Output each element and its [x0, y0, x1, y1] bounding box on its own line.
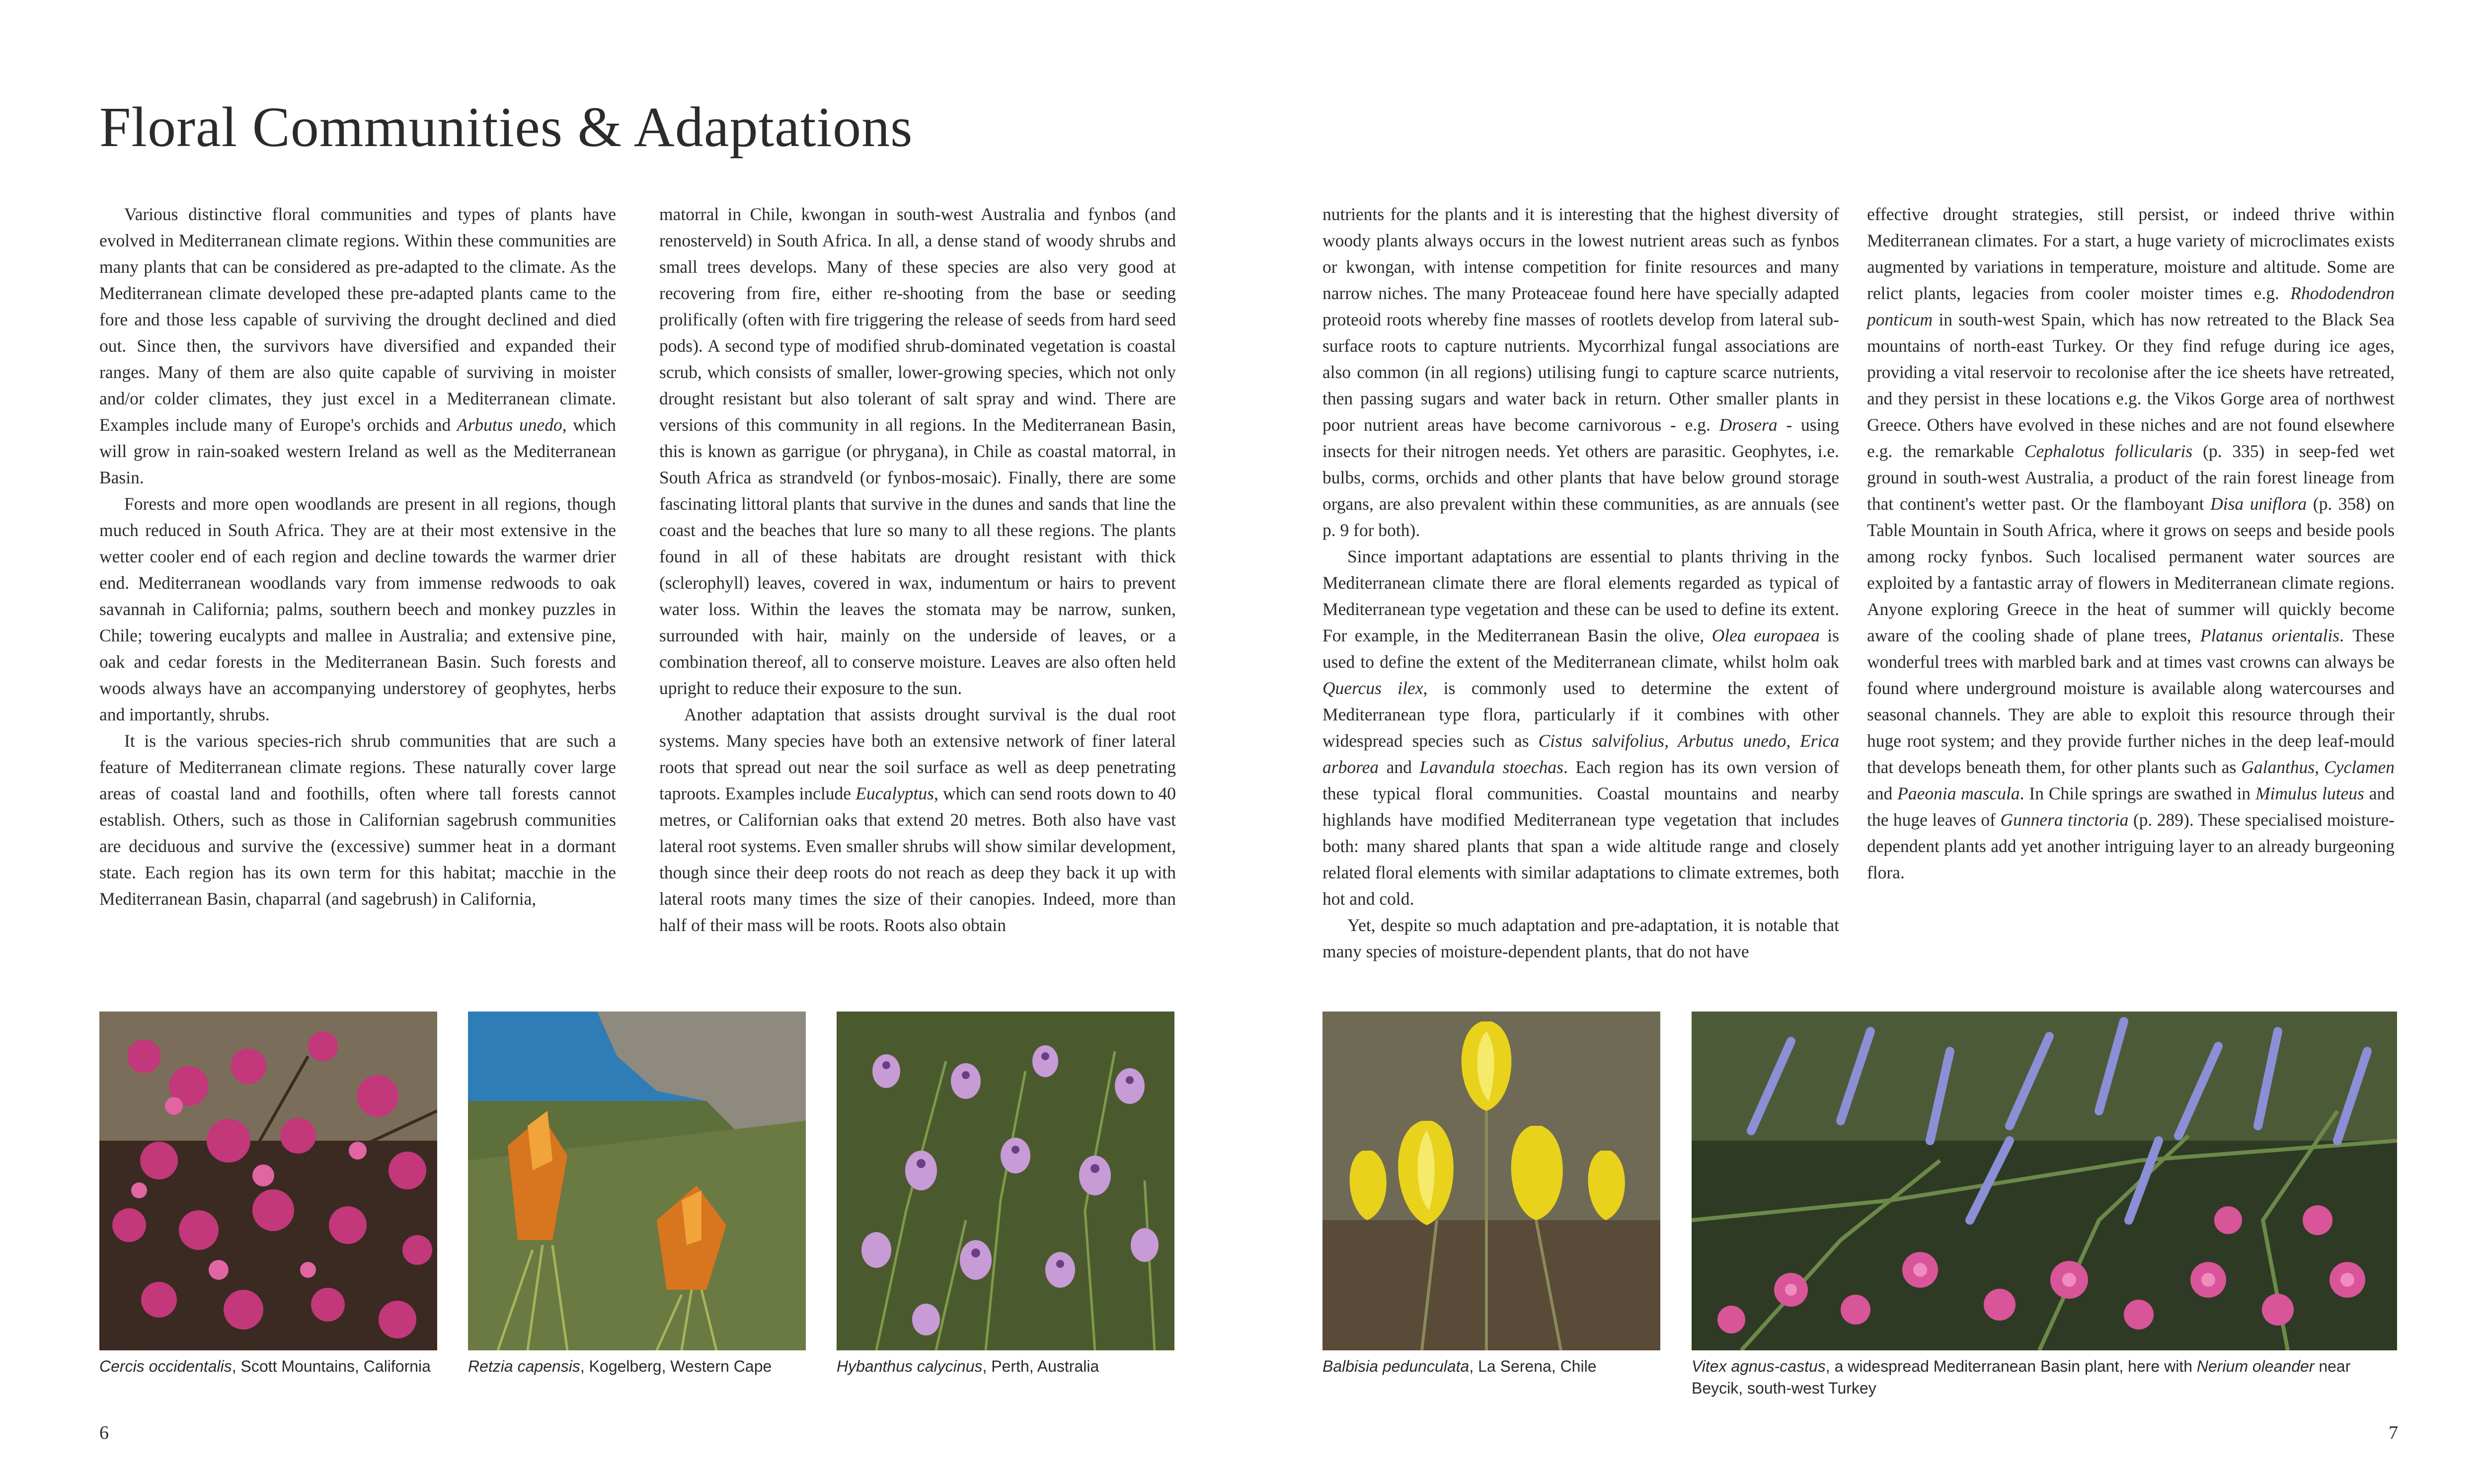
- paragraph: Yet, despite so much adaptation and pre-adaptation, it is notable that many species of moisture-dependent plants, that do not have: [1322, 915, 1839, 961]
- page-number-left: 6: [99, 1422, 109, 1443]
- photo-hybanthus-calycinus: [837, 1012, 1174, 1350]
- page-title: Floral Communities & Adaptations: [99, 95, 913, 158]
- paragraph: It is the various species-rich shrub communities that are such a feature of Mediterranean climate regions. These naturally cover large areas of coastal land and foothills, often where tall forests cannot establish. Others, such as those in Californian sagebrush communities are deciduous and survive the (excessive) summer heat in a dormant state. Each region has its own term for this habitat; macchie in the Mediterranean Basin, chaparral (and sagebrush) in California,: [99, 731, 616, 909]
- photo-caption: Cercis occidentalis, Scott Mountains, California: [99, 1357, 431, 1375]
- photo-retzia-capensis: [468, 1012, 806, 1350]
- photo-cercis-occidentalis: [99, 1012, 437, 1350]
- text-column-2: [659, 201, 1176, 938]
- paragraph: Various distinctive floral communities and types of plants have evolved in Mediterranean climate regions. Within these communities are many plants that can be considered as pre-adapted to the climate. As the Mediterranean climate developed these pre-adapted plants came to the fore and those less capable of surviving the drought declined and died out. Since then, the survivors have diversified and expanded their ranges. Many of them are also quite capable of surviving in moister and/or colder climates, they just excel in a Mediterranean climate. Examples include many of Europe's orchids and Arbutus unedo, which will grow in rain-soaked western Ireland as well as the Mediterranean Basin.: [99, 204, 616, 487]
- paragraph: matorral in Chile, kwongan in south-west Australia and fynbos (and renosterveld) in South Africa. In all, a dense stand of woody shrubs and small trees develops. Many of these species are also very good at recovering from fire, either re-shooting from the base or seeding prolifically (often with fire triggering the release of seeds from hard seed pods). A second type of modified shrub-dominated vegetation is coastal scrub, which consists of smaller, lower-growing species, which not only drought resistant but also tolerant of salt spray and wind. There are versions of this community in all regions. In the Mediterranean Basin, this is known as garrigue (or phrygana), in Chile as coastal matorral, in South Africa as strandveld (or fynbos-mosaic). Finally, there are some fascinating littoral plants that survive in the dunes and sands that line the coast and the beaches that lure so many to all these regions. The plants found in all of these habitats are drought resistant with thick (sclerophyll) leaves, covered in wax, indumentum or hairs to prevent water loss. Within the leaves the stomata may be narrow, sunken, surrounded with hair, mainly on the underside of leaves, or a combination thereof, all to conserve moisture. Leaves are also often held upright to reduce their exposure to the sun.: [659, 204, 1176, 698]
- text-column-3: [1322, 201, 1839, 965]
- text-column-1: [99, 201, 616, 912]
- text-column-4: [1867, 201, 2395, 886]
- photo-caption: Hybanthus calycinus, Perth, Australia: [837, 1357, 1099, 1375]
- paragraph: effective drought strategies, still persist, or indeed thrive within Mediterranean climates. For a start, a huge variety of microclimates exists augmented by variations in temperature, moisture and altitude. Some are relict plants, legacies from cooler moister times e.g. Rhododendron ponticum in south-west Spain, which has now retreated to the Black Sea mountains of north-east Turkey. Or they find refuge during ice ages, providing a vital reservoir to recolonise after the ice sheets have retreated, and they persist in these locations e.g. the Vikos Gorge area of northwest Greece. Others have evolved in these niches and are not found elsewhere e.g. the remarkable Cephalotus follicularis (p. 335) in seep-fed wet ground in south-west Australia, a product of the rain forest lineage from that continent's wetter past. Or the flamboyant Disa uniflora (p. 358) on Table Mountain in South Africa, where it grows on seeps and beside pools among rocky fynbos. Such localised permanent water sources are exploited by a fantastic array of flowers in Mediterranean climate regions. Anyone exploring Greece in the heat of summer will quickly become aware of the cooling shade of plane trees, Platanus orientalis. These wonderful trees with marbled bark and at times vast crowns can always be found where underground moisture is available along watercourses and seasonal channels. They are able to exploit this resource through their huge root system; and they provide further niches in the deep leaf-mould that develops beneath them, for other plants such as Galanthus, Cyclamen and Paeonia mascula. In Chile springs are swathed in Mimulus luteus and the huge leaves of Gunnera tinctoria (p. 289). These specialised moisture-dependent plants add yet another intriguing layer to an already burgeoning flora.: [1867, 204, 2395, 882]
- photo-caption: Balbisia pedunculata, La Serena, Chile: [1322, 1357, 1597, 1375]
- paragraph: Another adaptation that assists drought survival is the dual root systems. Many species have both an extensive network of finer lateral roots that spread out near the soil surface as well as deep penetrating taproots. Examples include Eucalyptus, which can send roots down to 40 metres, or Californian oaks that extend 20 metres. Both also have vast lateral root systems. Even smaller shrubs will show similar development, though since their deep roots do not reach as deep they back it up with lateral roots many times the size of their canopies. Indeed, more than half of their mass will be roots. Roots also obtain: [659, 704, 1176, 935]
- photo-caption: Retzia capensis, Kogelberg, Western Cape: [468, 1357, 772, 1375]
- photo-vitex-agnus-castus: [1692, 1012, 2397, 1350]
- paragraph: Since important adaptations are essential to plants thriving in the Mediterranean climate there are floral elements regarded as typical of Mediterranean type vegetation and these can be used to define its extent. For example, in the Mediterranean Basin the olive, Olea europaea is used to define the extent of the Mediterranean climate, whilst holm oak Quercus ilex, is commonly used to determine the extent of Mediterranean type flora, particularly if it combines with other widespread species such as Cistus salvifolius, Arbutus unedo, Erica arborea and Lavandula stoechas. Each region has its own version of these typical floral communities. Coastal mountains and nearby highlands have modified Mediterranean type vegetation that includes both: many shared plants that span a wide altitude range and closely related floral elements with similar adaptations to climate extremes, both hot and cold.: [1322, 547, 1840, 909]
- paragraph: Forests and more open woodlands are present in all regions, though much reduced in South Africa. They are at their most extensive in the wetter cooler end of each region and decline towards the warmer drier end. Mediterranean woodlands vary from immense redwoods to oak savannah in California; palms, southern beech and monkey puzzles in Chile; towering eucalypts and mallee in Australia; and extensive pine, oak and cedar forests in the Mediterranean Basin. Such forests and woods always have an accompanying understorey of geophytes, herbs and importantly, shrubs.: [99, 494, 616, 724]
- photo-balbisia-pedunculata: [1322, 1012, 1660, 1350]
- page-number-right: 7: [2389, 1422, 2398, 1443]
- photo-caption: Vitex agnus-castus, a widespread Mediterranean Basin plant, here with Nerium oleander near Beycik, south-west Turkey: [1692, 1357, 2351, 1397]
- paragraph: nutrients for the plants and it is interesting that the highest diversity of woody plants always occurs in the lowest nutrient areas such as fynbos or kwongan, with intense competition for finite resources and many narrow niches. The many Proteaceae found here have specially adapted proteoid roots whereby fine masses of rootlets develop from lateral sub-surface roots to capture nutrients. Mycorrhizal fungal associations are also common (in all regions) utilising fungi to capture scarce nutrients, then passing sugars and water back in return. Other smaller plants in poor nutrient areas have become carnivorous - e.g. Drosera - using insects for their nitrogen needs. Yet others are parasitic. Geophytes, i.e. bulbs, corms, orchids and other plants that have below ground storage organs, are also prevalent within these communities, as are annuals (see p. 9 for both).: [1322, 204, 1839, 540]
